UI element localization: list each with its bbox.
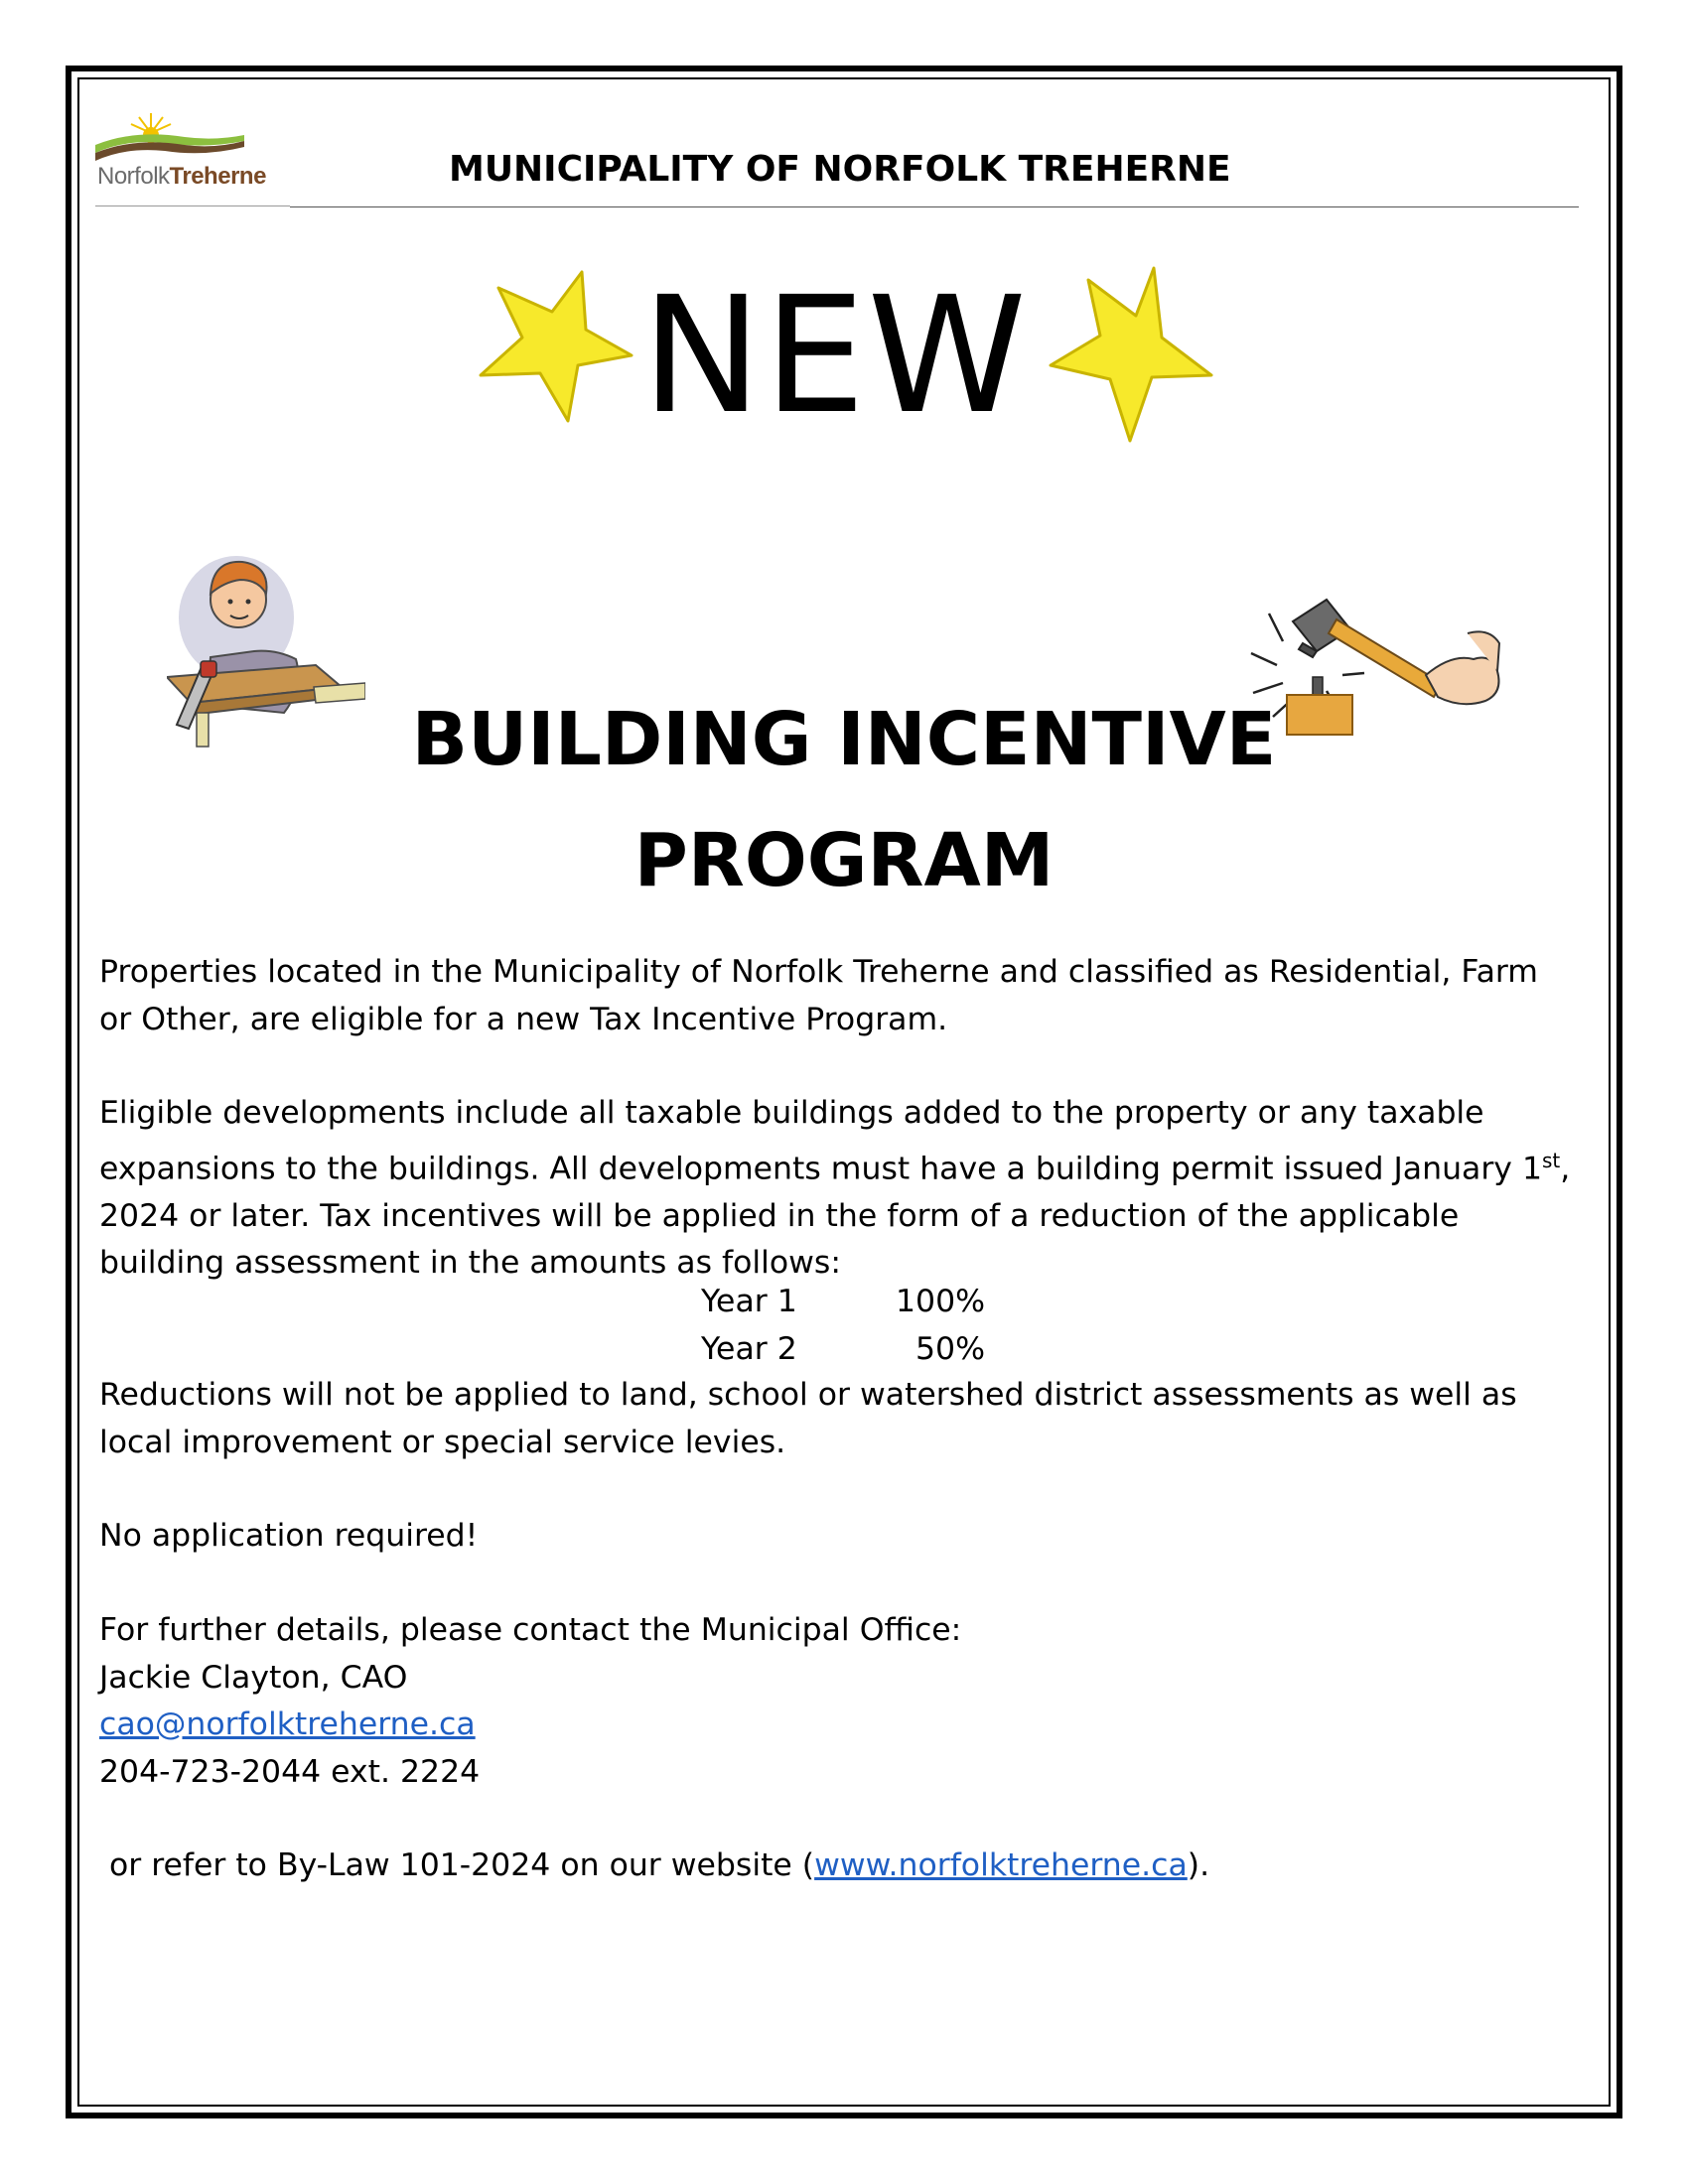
logo-sun-fields-icon — [95, 107, 244, 167]
eligibility-line: building assessment in the amounts as follows: — [99, 1245, 841, 1281]
contact-phone: 204-723-2044 ext. 2224 — [99, 1753, 481, 1790]
schedule-reduction: 50% — [915, 1331, 986, 1367]
contact-name: Jackie Clayton, CAO — [99, 1659, 408, 1696]
no-application-note: No application required! — [99, 1518, 479, 1554]
star-icon — [475, 268, 633, 427]
new-headline: NEW — [641, 263, 1029, 450]
eligibility-text: , — [1560, 1151, 1571, 1186]
intro-line: Properties located in the Municipality of Norfolk Treherne and classified as Residential, Farm — [99, 954, 1538, 990]
eligibility-line: 2024 or later. Tax incentives will be applied in the form of a reduction of the applicable — [99, 1197, 1460, 1234]
schedule-year: Year 1 — [701, 1284, 797, 1319]
header-divider-left — [95, 205, 290, 206]
bylaw-text: or refer to By-Law 101-2024 on our website ( — [99, 1847, 815, 1883]
page-header-title: MUNICIPALITY OF NORFOLK TREHERNE — [449, 149, 1231, 190]
program-title-line-2: PROGRAM — [633, 818, 1055, 903]
schedule-reduction: 100% — [896, 1284, 986, 1319]
program-title — [248, 679, 1440, 921]
exclusions-line: local improvement or special service levies. — [99, 1424, 786, 1460]
contact-intro: For further details, please contact the Municipal Office: — [99, 1612, 962, 1648]
schedule-year: Year 2 — [701, 1331, 797, 1367]
eligibility-line — [99, 1138, 1570, 1193]
contact-block — [99, 1607, 961, 1796]
contact-email-link[interactable]: cao@norfolktreherne.ca — [99, 1706, 476, 1742]
header-divider — [290, 206, 1579, 207]
ordinal-suffix: st — [1541, 1148, 1561, 1172]
eligibility-paragraph — [99, 1090, 1570, 1288]
eligibility-line: Eligible developments include all taxable buildings added to the property or any taxable — [99, 1095, 1484, 1131]
star-icon — [1045, 266, 1213, 445]
bylaw-text-end: ). — [1187, 1847, 1210, 1883]
website-link[interactable]: www.norfolktreherne.ca — [814, 1847, 1188, 1883]
exclusions-line: Reductions will not be applied to land, school or watershed district assessments as well as — [99, 1377, 1517, 1413]
intro-line: or Other, are eligible for a new Tax Incentive Program. — [99, 1001, 948, 1037]
eligibility-text: expansions to the buildings. All developments must have a building permit issued January 1 — [99, 1151, 1542, 1186]
intro-paragraph — [99, 949, 1538, 1043]
exclusions-paragraph — [99, 1372, 1517, 1466]
bylaw-reference — [99, 1843, 1209, 1890]
municipality-logo — [95, 107, 284, 192]
logo-wordmark: NorfolkTreherne — [97, 163, 266, 190]
program-title-line-1: BUILDING INCENTIVE — [411, 697, 1277, 782]
